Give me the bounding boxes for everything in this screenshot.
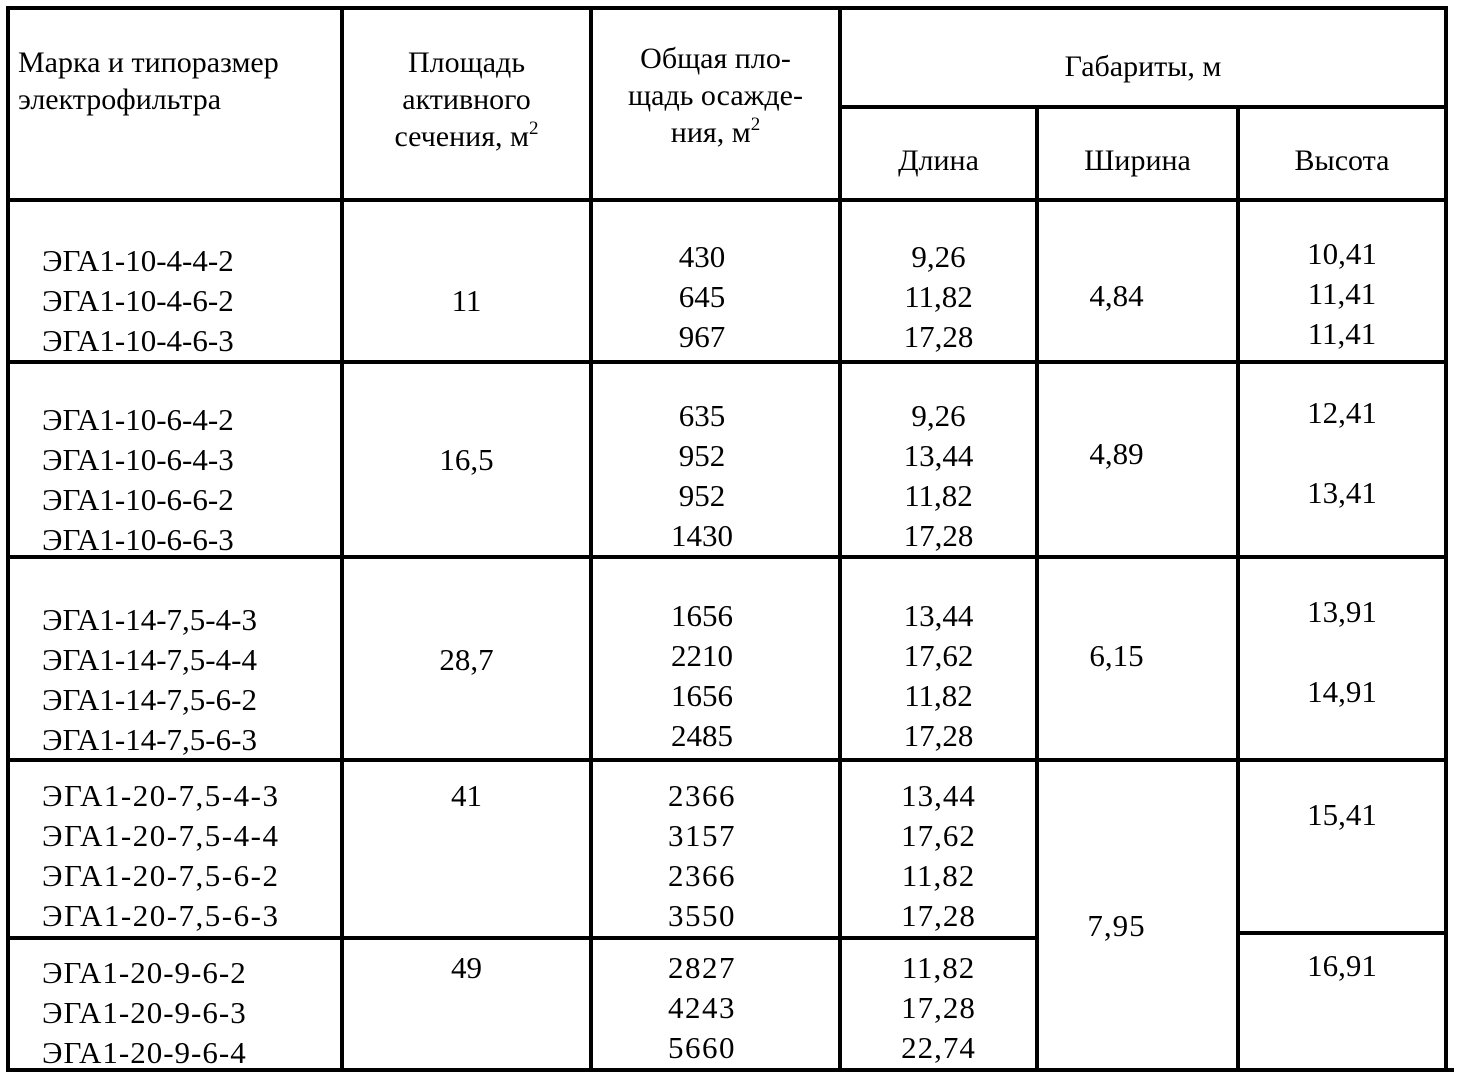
group-4-models: ЭГА1-20-7,5-4-3 ЭГА1-20-7,5-4-4 ЭГА1-20-7,5-6-2 ЭГА1-20-7,5-6-3 <box>42 778 280 933</box>
group-3-width: 6,15 <box>1089 638 1144 673</box>
group-4-total: 2366 3157 2366 3550 <box>668 778 736 933</box>
header-active-area: Площадь активного сечения, $м^2$ <box>394 46 539 153</box>
group-1-length: 9,26 11,82 17,28 <box>903 239 974 354</box>
group-5-total: 2827 4243 5660 <box>668 950 736 1065</box>
table-border-right <box>1444 6 1448 1072</box>
group-1-total: 430 645 967 <box>678 239 726 354</box>
header-divider <box>840 105 1448 109</box>
table-border-top <box>6 6 1448 10</box>
header-height: Высота <box>1294 144 1390 177</box>
group-separator-4-left <box>6 936 1039 940</box>
header-model: Марка и типоразмер электрофильтра <box>18 46 279 116</box>
header-dimensions: Габариты, м <box>1064 50 1222 83</box>
group-2-area: 16,5 <box>439 442 494 477</box>
group-4-length: 13,44 17,62 11,82 17,28 <box>901 778 976 933</box>
group-2-length: 9,26 13,44 11,82 17,28 <box>903 398 974 553</box>
group-1-width: 4,84 <box>1089 278 1144 313</box>
group-2-total: 635 952 952 1430 <box>671 398 733 553</box>
table-border-left <box>6 6 10 1072</box>
group-1-area: 11 <box>451 283 482 318</box>
group-1-models: ЭГА1-10-4-4-2 ЭГА1-10-4-6-2 ЭГА1-10-4-6-3 <box>42 243 234 358</box>
header-length: Длина <box>898 144 979 177</box>
group-2-width: 4,89 <box>1089 436 1144 471</box>
group-4-area: 41 <box>451 778 482 813</box>
group-3-length: 13,44 17,62 11,82 17,28 <box>903 598 974 753</box>
header-total-area: Общая пло- щадь осажде- ния, $м^2$ <box>628 42 803 149</box>
group-3-models: ЭГА1-14-7,5-4-3 ЭГА1-14-7,5-4-4 ЭГА1-14-7,5-6-2 ЭГА1-14-7,5-6-3 <box>42 602 257 757</box>
header-bottom-line <box>6 198 1448 202</box>
col-line-1 <box>340 6 344 1072</box>
groups-4-5-width: 7,95 <box>1087 908 1146 943</box>
group-1-height: 10,41 11,41 11,41 <box>1307 236 1377 351</box>
group-separator-4-right <box>1236 931 1448 935</box>
group-5-height: 16,91 <box>1307 948 1377 983</box>
group-3-area: 28,7 <box>439 642 494 677</box>
group-4-height: 15,41 <box>1307 797 1377 832</box>
group-5-length: 11,82 17,28 22,74 <box>901 950 976 1065</box>
group-5-models: ЭГА1-20-9-6-2 ЭГА1-20-9-6-3 ЭГА1-20-9-6-4 <box>42 955 247 1070</box>
group-3-height: 13,91 14,91 <box>1307 594 1377 709</box>
header-width: Ширина <box>1084 144 1191 177</box>
group-2-height: 12,41 13,41 <box>1307 395 1377 510</box>
group-5-area: 49 <box>451 950 482 985</box>
group-2-models: ЭГА1-10-6-4-2 ЭГА1-10-6-4-3 ЭГА1-10-6-6-2 ЭГА1-10-6-6-3 <box>42 402 234 557</box>
group-3-total: 1656 2210 1656 2485 <box>671 598 733 753</box>
